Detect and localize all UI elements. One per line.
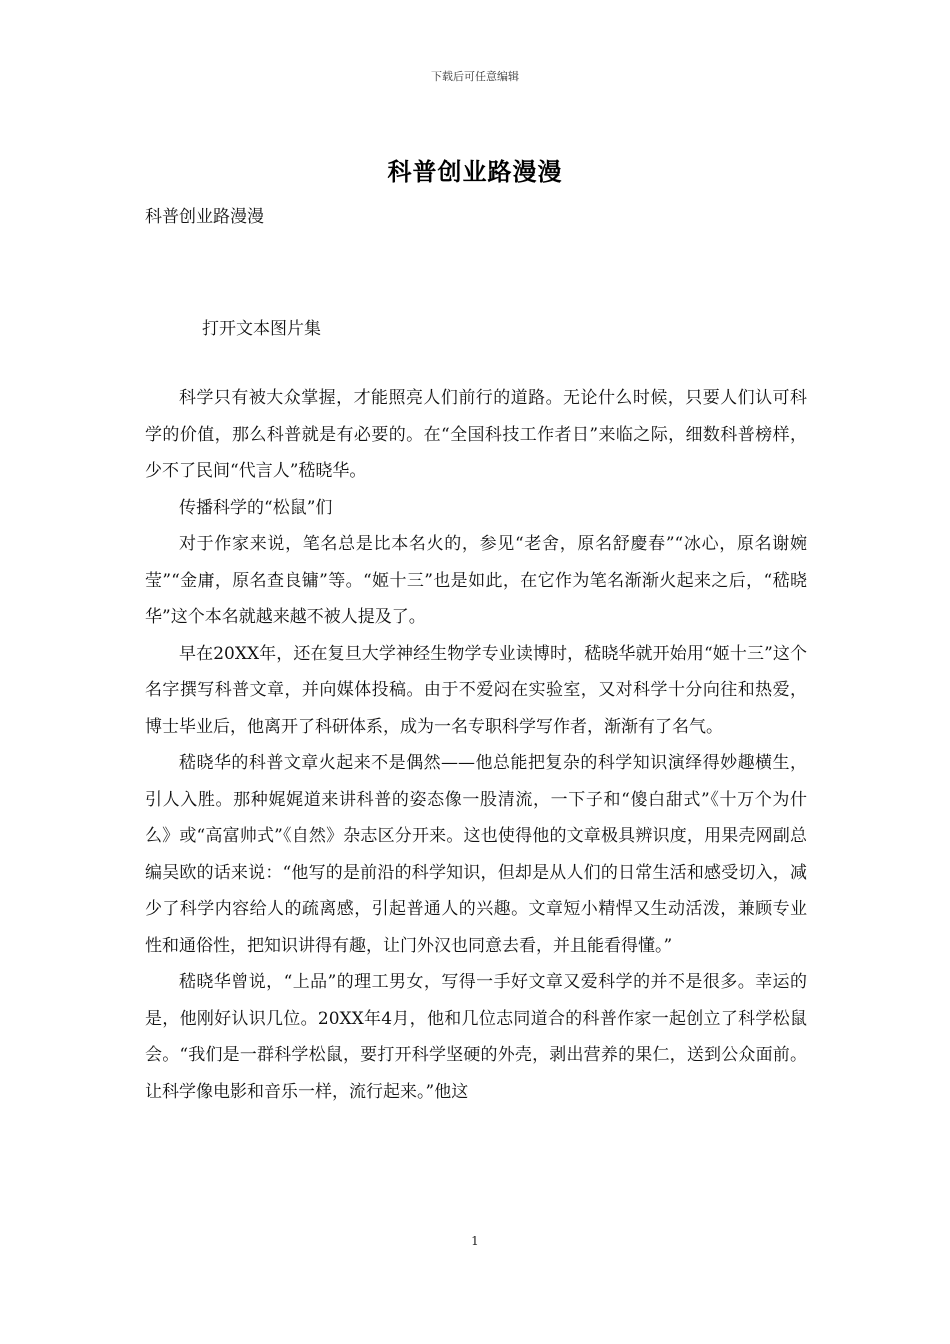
header-note: 下载后可任意编辑 (431, 70, 519, 83)
paragraph: 对于作家来说，笔名总是比本名火的，参见“老舍，原名舒慶春”“冰心，原名谢婉莹”“金庸，原名查良镛”等。“姬十三”也是如此，在它作为笔名渐渐火起来之后，“嵇晓华”这个本名就越来越不被人提及了。 (145, 534, 807, 627)
document-subtitle: 科普创业路漫漫 (145, 207, 264, 227)
paragraph: 嵇晓华曾说，“上品”的理工男女，写得一手好文章又爱科学的并不是很多。幸运的是，他刚好认识几位。20XX年4月，他和几位志同道合的科普作家一起创立了科学松鼠会。“我们是一群科学松鼠，要打开科学坚硬的外壳，剥出营养的果仁，送到公众面前。让科学像电影和音乐一样，流行起来。”他这 (145, 972, 807, 1102)
section-heading: 传播科学的“松鼠”们 (179, 497, 333, 518)
page-number: 1 (471, 1234, 479, 1248)
open-image-gallery-link[interactable]: 打开文本图片集 (202, 319, 321, 339)
paragraph: 嵇晓华的科普文章火起来不是偶然——他总能把复杂的科学知识演绎得妙趣横生，引人入胜。那种娓娓道来讲科普的姿态像一股清流，一下子和“傻白甜式”《十万个为什么》或“高富帅式”《自然》杂志区分开来。这也使得他的文章极具辨识度，用果壳网副总编吴欧的话来说：“他写的是前沿的科学知识，但却是从人们的日常生活和感受切入，减少了科学内容给人的疏离感，引起普通人的兴趣。文章短小精悍又生动活泼，兼顾专业性和通俗性，把知识讲得有趣，让门外汉也同意去看，并且能看得懂。” (145, 753, 807, 956)
paragraph: 科学只有被大众掌握，才能照亮人们前行的道路。无论什么时候，只要人们认可科学的价值，那么科普就是有必要的。在“全国科技工作者日”来临之际，细数科普榜样，少不了民间“代言人”嵇晓华。 (145, 388, 807, 481)
article-body (145, 380, 807, 1110)
document-title: 科普创业路漫漫 (387, 157, 563, 186)
paragraph: 早在20XX年，还在复旦大学神经生物学专业读博时，嵇晓华就开始用“姬十三”这个名字撰写科普文章，并向媒体投稿。由于不爱闷在实验室，又对科学十分向往和热爱，博士毕业后，他离开了科研体系，成为一名专职科学写作者，渐渐有了名气。 (145, 643, 807, 737)
